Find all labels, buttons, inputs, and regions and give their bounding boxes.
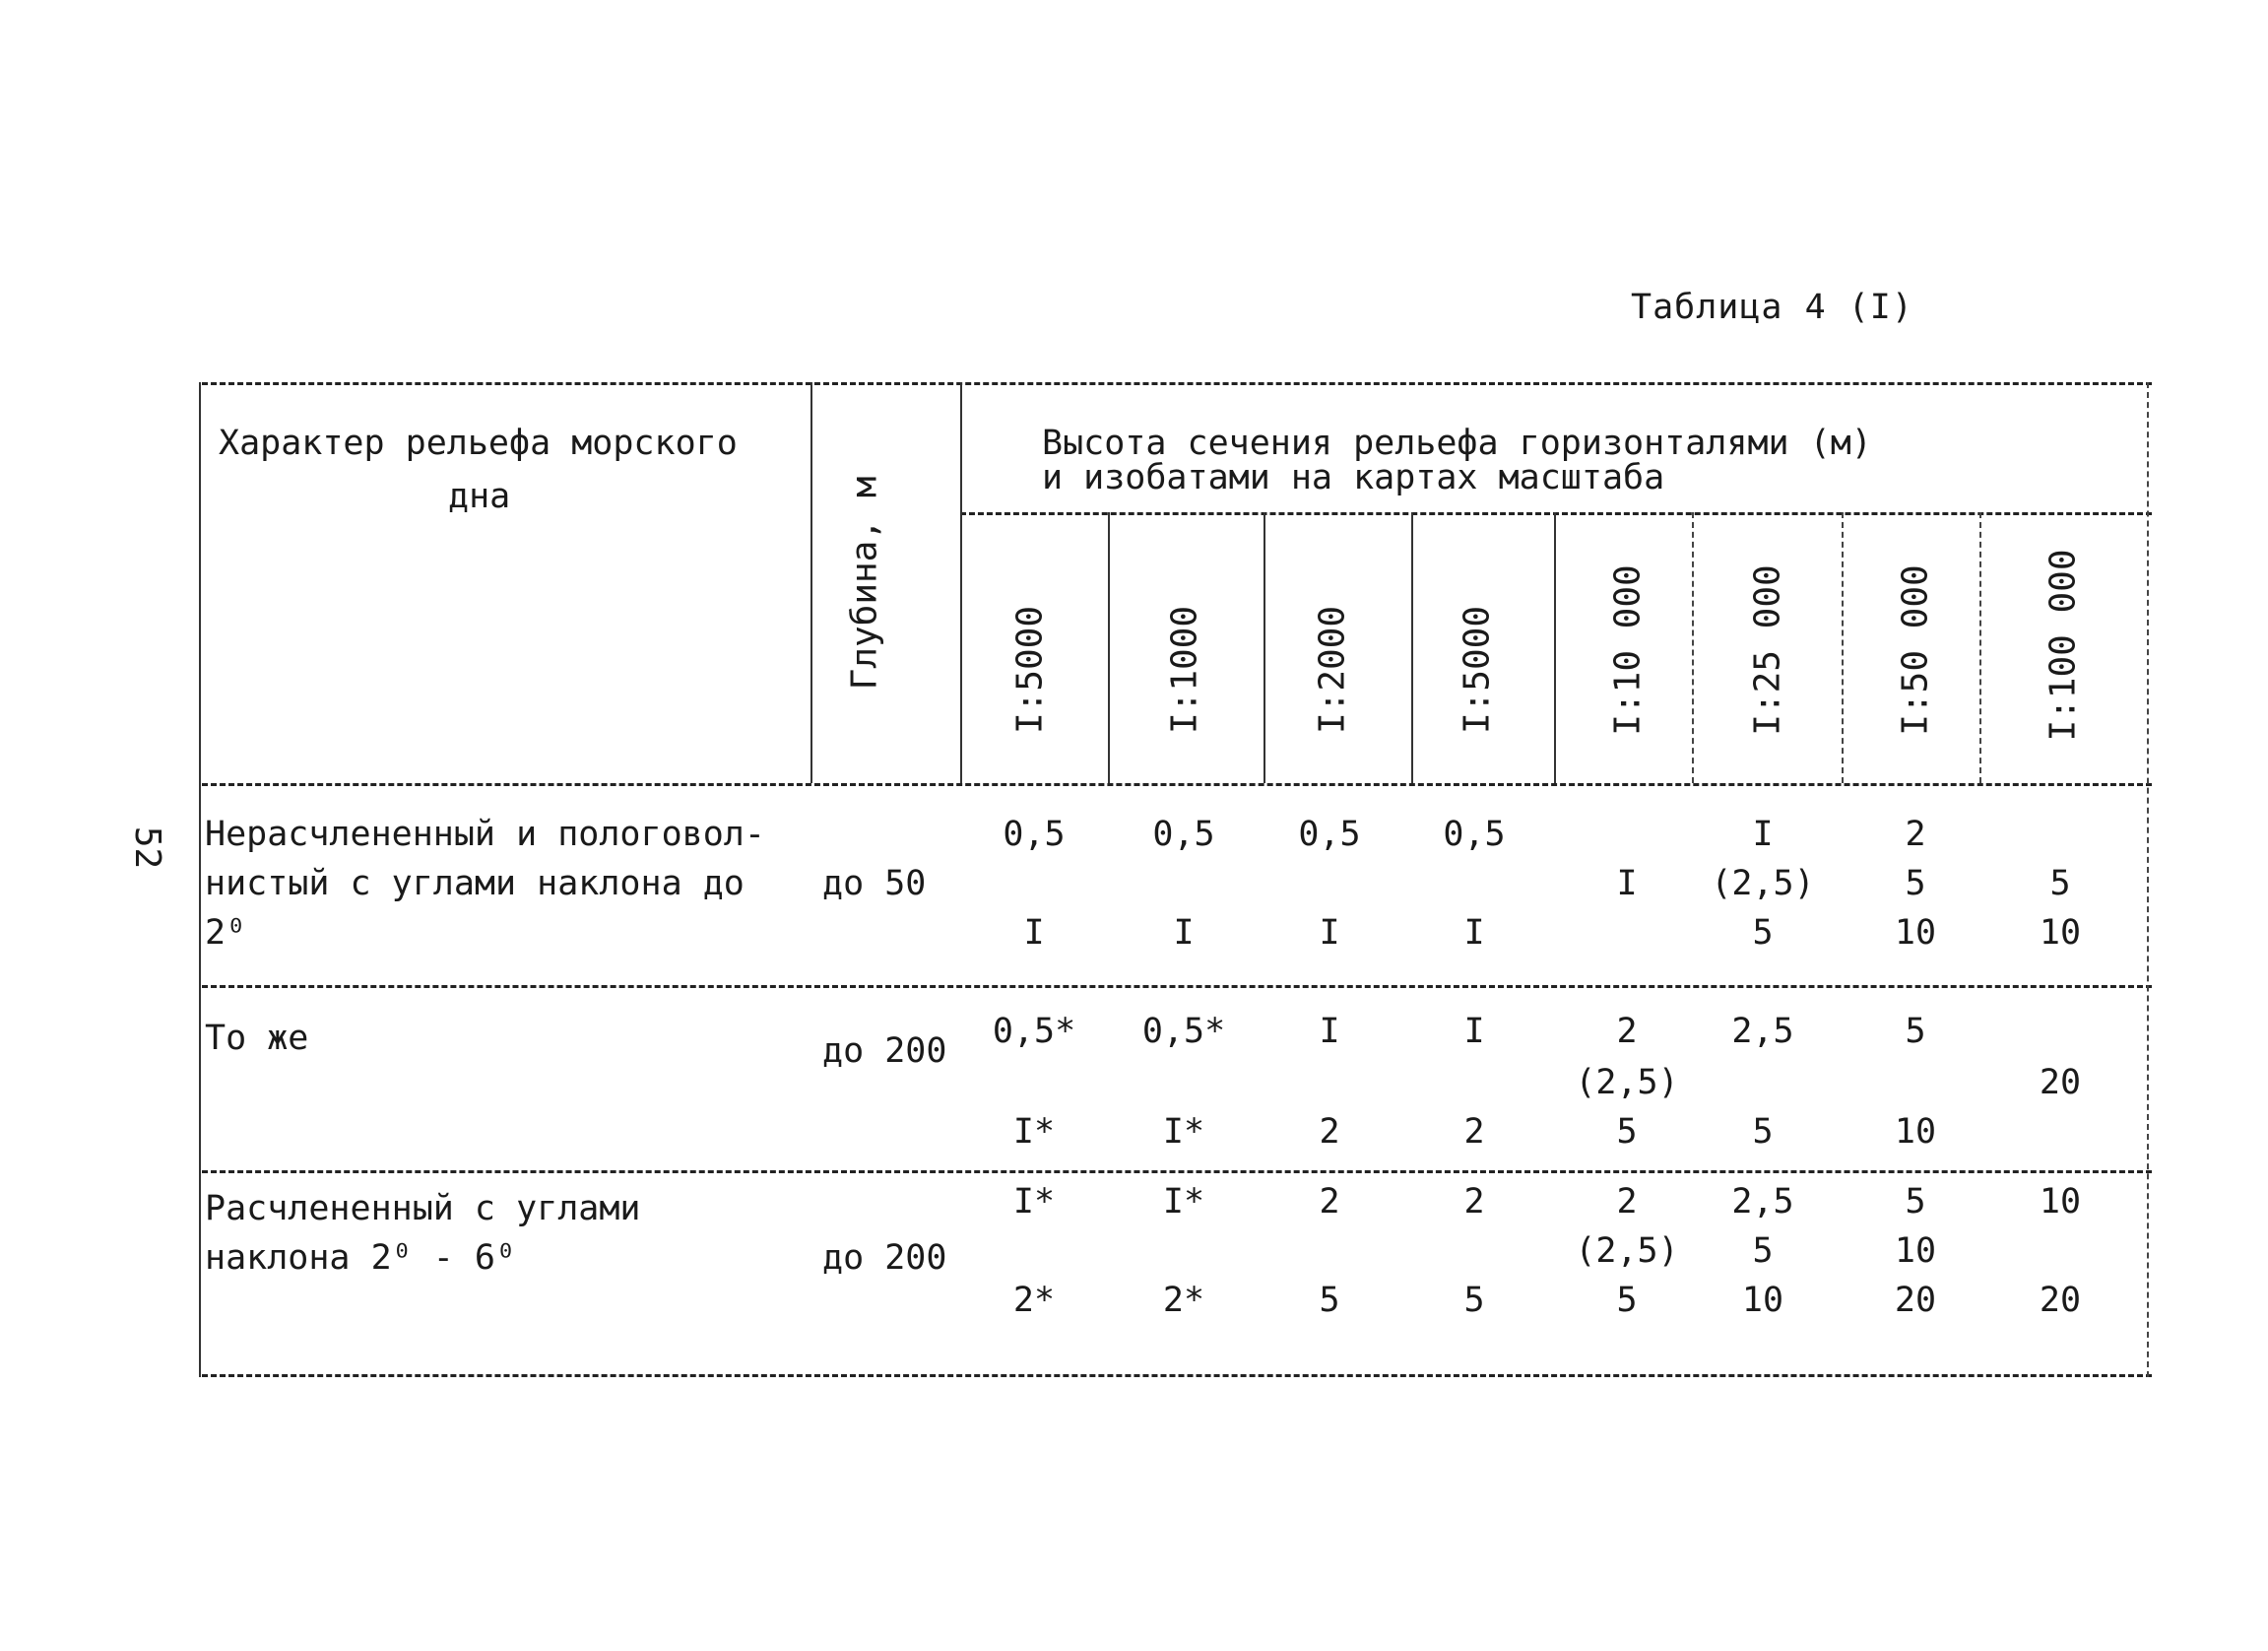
value-cell: 5 xyxy=(1905,1182,1926,1222)
value-cell: I xyxy=(1023,913,1045,953)
value-cell: 5 xyxy=(1752,1231,1774,1271)
header-scale-2: I:1000 xyxy=(1164,605,1205,735)
value-cell: 0,5 xyxy=(1003,815,1066,854)
header-scale-3: I:2000 xyxy=(1312,605,1353,735)
row-1-description-line3: 2⁰ xyxy=(205,913,247,953)
value-cell: 2 xyxy=(1616,1012,1638,1051)
row-divider-2 xyxy=(202,1170,2152,1173)
value-cell: 0,5* xyxy=(992,1012,1076,1051)
row-2-depth: до 200 xyxy=(822,1031,947,1071)
header-relief-character-line1: Характер рельефа морского xyxy=(219,424,738,463)
value-cell: 5 xyxy=(1616,1112,1638,1152)
scale-col-border-6 xyxy=(1842,512,1844,783)
value-cell: 5 xyxy=(2049,864,2071,903)
scale-col-border-1 xyxy=(1108,512,1110,783)
value-cell: 5 xyxy=(1905,864,1926,903)
value-cell: I xyxy=(1616,864,1638,903)
value-cell: 2 xyxy=(1616,1182,1638,1222)
value-cell: 10 xyxy=(1894,1112,1937,1152)
row-3-depth: до 200 xyxy=(822,1238,947,1278)
table-bottom-border xyxy=(202,1374,2152,1377)
value-cell: I xyxy=(1463,1012,1485,1051)
row-1-description-line2: нистый с углами наклона до xyxy=(205,864,745,903)
header-scale-1: I:5000 xyxy=(1009,605,1051,735)
value-cell: 0,5 xyxy=(1298,815,1361,854)
scale-col-border-3 xyxy=(1411,512,1413,783)
value-cell: 2* xyxy=(1162,1281,1205,1320)
value-cell: 5 xyxy=(1463,1281,1485,1320)
value-cell: 20 xyxy=(1894,1281,1937,1320)
depth-column-border xyxy=(960,382,962,783)
value-cell: 2* xyxy=(1012,1281,1056,1320)
value-cell: I xyxy=(1752,815,1774,854)
value-cell: 2 xyxy=(1319,1182,1340,1222)
header-scale-8: I:100 000 xyxy=(2042,549,2084,742)
row-1-depth: до 50 xyxy=(822,864,927,903)
value-cell: I xyxy=(1319,1012,1340,1051)
value-cell: 2 xyxy=(1463,1112,1485,1152)
page-number: 52 xyxy=(127,826,168,870)
value-cell: 5 xyxy=(1319,1281,1340,1320)
value-cell: 10 xyxy=(1894,913,1937,953)
row-divider-1 xyxy=(202,985,2152,988)
value-cell: I* xyxy=(1162,1182,1205,1222)
header-depth: Глубина, м xyxy=(844,476,885,691)
header-relief-character-line2: дна xyxy=(448,477,511,516)
value-cell: 0,5 xyxy=(1152,815,1215,854)
value-cell: 0,5 xyxy=(1443,815,1506,854)
header-scale-7: I:50 000 xyxy=(1895,564,1936,736)
header-section-height-line1: Высота сечения рельефа горизонталями (м) xyxy=(1042,424,1872,463)
scale-col-border-7 xyxy=(1979,512,1981,783)
row-3-description-line1: Расчлененный с углами xyxy=(205,1189,641,1228)
value-cell: 2 xyxy=(1319,1112,1340,1152)
value-cell: 5 xyxy=(1752,1112,1774,1152)
value-cell: (2,5) xyxy=(1575,1063,1679,1102)
table-right-border xyxy=(2147,382,2149,1377)
row-3-description-line2: наклона 2⁰ - 6⁰ xyxy=(205,1238,517,1278)
value-cell: 2 xyxy=(1463,1182,1485,1222)
value-cell: I* xyxy=(1162,1112,1205,1152)
row-1-description-line1: Нерасчлененный и пологовол- xyxy=(205,815,765,854)
value-cell: 0,5* xyxy=(1141,1012,1226,1051)
value-cell: (2,5) xyxy=(1711,864,1815,903)
value-cell: 20 xyxy=(2039,1063,2082,1102)
value-cell: 5 xyxy=(1905,1012,1926,1051)
table-top-border xyxy=(202,382,2152,385)
value-cell: 20 xyxy=(2039,1281,2082,1320)
value-cell: 10 xyxy=(1741,1281,1784,1320)
value-cell: 2 xyxy=(1905,815,1926,854)
row-2-description-line1: То же xyxy=(205,1019,309,1058)
value-cell: (2,5) xyxy=(1575,1231,1679,1271)
value-cell: 2,5 xyxy=(1731,1012,1794,1051)
value-cell: I* xyxy=(1012,1182,1056,1222)
header-scale-5: I:10 000 xyxy=(1607,564,1649,736)
value-cell: I* xyxy=(1012,1112,1056,1152)
scale-col-border-4 xyxy=(1554,512,1556,783)
value-cell: 10 xyxy=(1894,1231,1937,1271)
value-cell: 5 xyxy=(1752,913,1774,953)
description-column-border xyxy=(810,382,812,783)
header-section-height-line2: и изобатами на картах масштаба xyxy=(1042,458,1665,497)
table-left-border xyxy=(199,382,201,1377)
scale-col-border-5 xyxy=(1692,512,1694,783)
header-scale-4: I:5000 xyxy=(1457,605,1498,735)
header-scale-6: I:25 000 xyxy=(1747,564,1788,736)
value-cell: 5 xyxy=(1616,1281,1638,1320)
header-bottom-border xyxy=(202,783,2152,786)
value-cell: I xyxy=(1463,913,1485,953)
value-cell: I xyxy=(1319,913,1340,953)
value-cell: I xyxy=(1173,913,1195,953)
value-cell: 2,5 xyxy=(1731,1182,1794,1222)
table-caption: Таблица 4 (I) xyxy=(1631,288,1913,327)
header-subdivider xyxy=(960,512,2152,515)
scale-col-border-2 xyxy=(1264,512,1265,783)
value-cell: 10 xyxy=(2039,1182,2082,1222)
value-cell: 10 xyxy=(2039,913,2082,953)
